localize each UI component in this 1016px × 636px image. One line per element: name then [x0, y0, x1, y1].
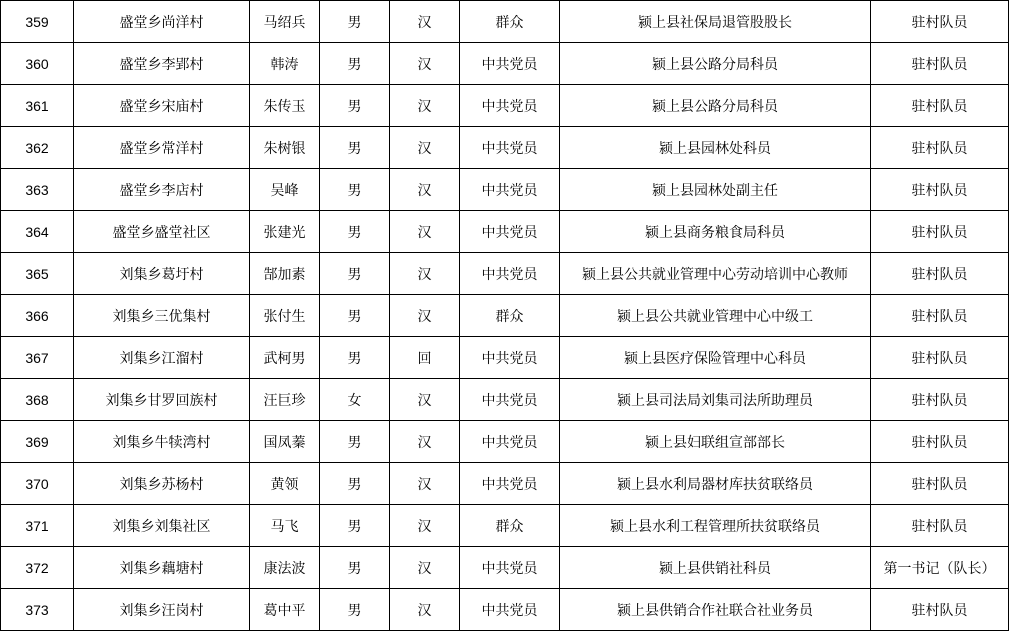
cell-unit-position: 颍上县园林处科员	[560, 127, 871, 169]
cell-ethnicity: 汉	[390, 589, 460, 631]
cell-unit-position: 颍上县园林处副主任	[560, 169, 871, 211]
cell-number: 372	[1, 547, 74, 589]
cell-number: 362	[1, 127, 74, 169]
cell-ethnicity: 汉	[390, 295, 460, 337]
cell-unit-position: 颍上县水利工程管理所扶贫联络员	[560, 505, 871, 547]
cell-ethnicity: 汉	[390, 547, 460, 589]
cell-ethnicity: 汉	[390, 505, 460, 547]
cell-number: 364	[1, 211, 74, 253]
cell-unit-position: 颍上县社保局退管股股长	[560, 1, 871, 43]
cell-political-status: 中共党员	[460, 547, 560, 589]
table-row	[1, 589, 1009, 631]
cell-gender: 男	[320, 421, 390, 463]
cell-political-status: 中共党员	[460, 463, 560, 505]
cell-village: 刘集乡三优集村	[74, 295, 250, 337]
table-row	[1, 337, 1009, 379]
table-row	[1, 211, 1009, 253]
cell-unit-position: 颍上县公路分局科员	[560, 85, 871, 127]
cell-name: 朱树银	[250, 127, 320, 169]
cell-unit-position: 颍上县水利局器材库扶贫联络员	[560, 463, 871, 505]
cell-number: 371	[1, 505, 74, 547]
cell-gender: 男	[320, 547, 390, 589]
cell-unit-position: 颍上县医疗保险管理中心科员	[560, 337, 871, 379]
cell-gender: 男	[320, 85, 390, 127]
cell-ethnicity: 汉	[390, 127, 460, 169]
cell-role: 驻村队员	[871, 1, 1009, 43]
cell-village: 盛堂乡宋庙村	[74, 85, 250, 127]
cell-village: 盛堂乡尚洋村	[74, 1, 250, 43]
cell-number: 370	[1, 463, 74, 505]
cell-role: 驻村队员	[871, 505, 1009, 547]
cell-political-status: 中共党员	[460, 421, 560, 463]
cell-political-status: 中共党员	[460, 379, 560, 421]
table-row	[1, 463, 1009, 505]
cell-ethnicity: 汉	[390, 169, 460, 211]
table-row	[1, 1, 1009, 43]
cell-role: 驻村队员	[871, 127, 1009, 169]
cell-gender: 男	[320, 169, 390, 211]
cell-number: 366	[1, 295, 74, 337]
cell-name: 张建光	[250, 211, 320, 253]
cell-number: 373	[1, 589, 74, 631]
cell-village: 刘集乡刘集社区	[74, 505, 250, 547]
cell-name: 郜加素	[250, 253, 320, 295]
cell-gender: 男	[320, 463, 390, 505]
cell-role: 驻村队员	[871, 337, 1009, 379]
cell-village: 盛堂乡盛堂社区	[74, 211, 250, 253]
cell-role: 驻村队员	[871, 169, 1009, 211]
cell-gender: 男	[320, 505, 390, 547]
cell-number: 361	[1, 85, 74, 127]
table-row	[1, 127, 1009, 169]
table-row	[1, 169, 1009, 211]
cell-number: 359	[1, 1, 74, 43]
table-row	[1, 43, 1009, 85]
cell-village: 盛堂乡李郢村	[74, 43, 250, 85]
cell-gender: 男	[320, 589, 390, 631]
cell-political-status: 群众	[460, 295, 560, 337]
table-row	[1, 85, 1009, 127]
cell-ethnicity: 回	[390, 337, 460, 379]
cell-ethnicity: 汉	[390, 253, 460, 295]
cell-political-status: 中共党员	[460, 253, 560, 295]
cell-political-status: 中共党员	[460, 43, 560, 85]
cell-number: 360	[1, 43, 74, 85]
cell-village: 刘集乡苏杨村	[74, 463, 250, 505]
roster-body	[1, 1, 1009, 631]
table-row	[1, 253, 1009, 295]
cell-number: 368	[1, 379, 74, 421]
cell-number: 367	[1, 337, 74, 379]
cell-unit-position: 颍上县公共就业管理中心中级工	[560, 295, 871, 337]
cell-village: 刘集乡江溜村	[74, 337, 250, 379]
cell-name: 汪巨珍	[250, 379, 320, 421]
cell-gender: 男	[320, 43, 390, 85]
cell-name: 康法波	[250, 547, 320, 589]
cell-role: 驻村队员	[871, 295, 1009, 337]
cell-name: 马绍兵	[250, 1, 320, 43]
cell-name: 武柯男	[250, 337, 320, 379]
cell-ethnicity: 汉	[390, 43, 460, 85]
cell-gender: 男	[320, 127, 390, 169]
cell-name: 吴峰	[250, 169, 320, 211]
table-row	[1, 379, 1009, 421]
table-row	[1, 547, 1009, 589]
cell-role: 驻村队员	[871, 379, 1009, 421]
cell-name: 韩涛	[250, 43, 320, 85]
cell-unit-position: 颍上县公路分局科员	[560, 43, 871, 85]
cell-name: 马飞	[250, 505, 320, 547]
cell-number: 365	[1, 253, 74, 295]
cell-unit-position: 颍上县商务粮食局科员	[560, 211, 871, 253]
cell-village: 盛堂乡常洋村	[74, 127, 250, 169]
cell-political-status: 群众	[460, 1, 560, 43]
cell-ethnicity: 汉	[390, 211, 460, 253]
cell-political-status: 中共党员	[460, 589, 560, 631]
table-row	[1, 505, 1009, 547]
cell-name: 国凤蓁	[250, 421, 320, 463]
cell-village: 刘集乡汪岗村	[74, 589, 250, 631]
cell-role: 驻村队员	[871, 253, 1009, 295]
cell-gender: 男	[320, 1, 390, 43]
cell-ethnicity: 汉	[390, 421, 460, 463]
cell-role: 驻村队员	[871, 43, 1009, 85]
cell-role: 第一书记（队长）	[871, 547, 1009, 589]
cell-unit-position: 颍上县供销社科员	[560, 547, 871, 589]
cell-village: 刘集乡葛圩村	[74, 253, 250, 295]
cell-unit-position: 颍上县司法局刘集司法所助理员	[560, 379, 871, 421]
cell-gender: 男	[320, 337, 390, 379]
cell-political-status: 中共党员	[460, 337, 560, 379]
cell-gender: 男	[320, 253, 390, 295]
cell-gender: 男	[320, 295, 390, 337]
cell-number: 369	[1, 421, 74, 463]
cell-political-status: 群众	[460, 505, 560, 547]
cell-name: 朱传玉	[250, 85, 320, 127]
cell-ethnicity: 汉	[390, 379, 460, 421]
cell-role: 驻村队员	[871, 463, 1009, 505]
cell-political-status: 中共党员	[460, 211, 560, 253]
cell-name: 张付生	[250, 295, 320, 337]
table-row	[1, 421, 1009, 463]
cell-political-status: 中共党员	[460, 127, 560, 169]
cell-political-status: 中共党员	[460, 85, 560, 127]
cell-name: 葛中平	[250, 589, 320, 631]
cell-village: 刘集乡牛犊湾村	[74, 421, 250, 463]
table-row	[1, 295, 1009, 337]
cell-unit-position: 颍上县妇联组宣部部长	[560, 421, 871, 463]
cell-name: 黄领	[250, 463, 320, 505]
cell-village: 盛堂乡李店村	[74, 169, 250, 211]
cell-unit-position: 颍上县供销合作社联合社业务员	[560, 589, 871, 631]
cell-role: 驻村队员	[871, 85, 1009, 127]
cell-ethnicity: 汉	[390, 463, 460, 505]
cell-gender: 女	[320, 379, 390, 421]
cell-ethnicity: 汉	[390, 1, 460, 43]
cell-village: 刘集乡藕塘村	[74, 547, 250, 589]
cell-role: 驻村队员	[871, 211, 1009, 253]
cell-role: 驻村队员	[871, 589, 1009, 631]
cell-number: 363	[1, 169, 74, 211]
cell-gender: 男	[320, 211, 390, 253]
cell-village: 刘集乡甘罗回族村	[74, 379, 250, 421]
cell-role: 驻村队员	[871, 421, 1009, 463]
cell-unit-position: 颍上县公共就业管理中心劳动培训中心教师	[560, 253, 871, 295]
cell-political-status: 中共党员	[460, 169, 560, 211]
cell-ethnicity: 汉	[390, 85, 460, 127]
